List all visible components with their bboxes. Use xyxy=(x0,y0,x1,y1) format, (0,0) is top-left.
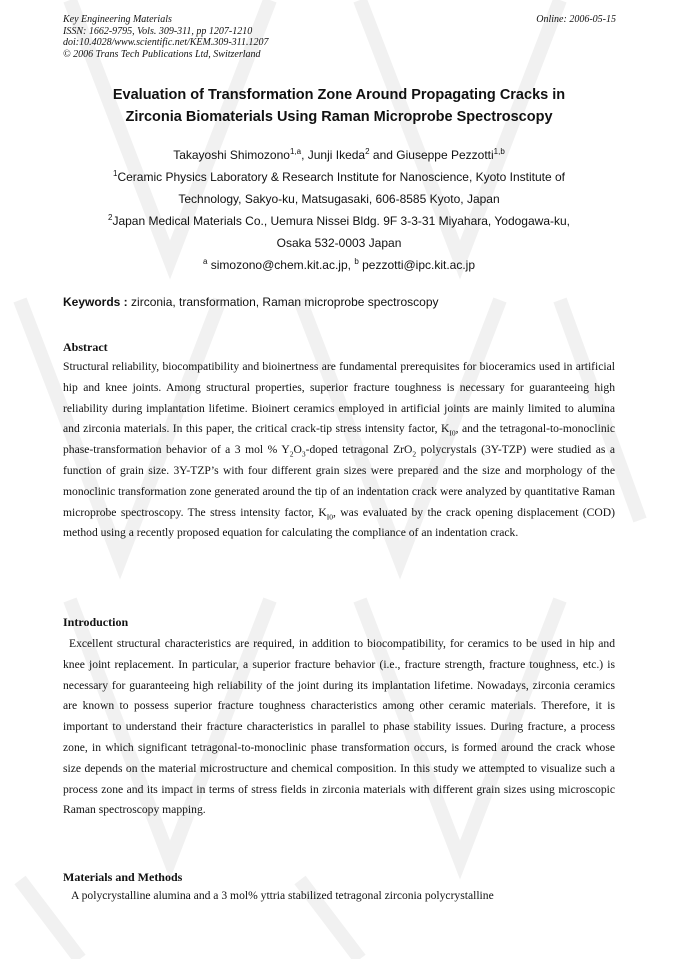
paper-title xyxy=(40,84,638,128)
author-line xyxy=(40,144,638,166)
affiliation-2-text: Japan Medical Materials Co., Uemura Nissei Bldg. 9F 3-3-31 Miyahara, Yodogawa-ku, xyxy=(112,214,570,228)
affiliation-1-text: Ceramic Physics Laboratory & Research Institute for Nanoscience, Kyoto Institute of xyxy=(117,170,565,184)
email-sep: , xyxy=(347,258,355,272)
affiliation-2-line-2: Osaka 532-0003 Japan xyxy=(276,236,402,250)
abstract-part: Structural reliability, biocompatibility and bioinertness are fundamental prerequisites for bioceramics used in artificial hip and knee joints. Among structural properties, superior fracture toughness is necessary for guaranteeing high reliability during implantation lifetime. Bioinert ceramics employed in artificial joints are mainly limited to alumina and zirconia materials. In this paper, the critical crack-tip stress intensity factor, K xyxy=(63,360,615,436)
methods-text: A polycrystalline alumina and a 3 mol% yttria stabilized tetragonal zirconia polycrystalline xyxy=(71,889,494,902)
email-b-sup: b xyxy=(354,257,359,266)
affiliation-1-line-2: Technology, Sakyo-ku, Matsugasaki, 606-8585 Kyoto, Japan xyxy=(178,192,500,206)
journal-header xyxy=(63,14,616,60)
email-a: simozono@chem.kit.ac.jp xyxy=(210,258,348,272)
email-a-sup: a xyxy=(202,257,208,266)
keywords-label: Keywords : xyxy=(63,295,128,309)
author-sep-2: and xyxy=(369,148,397,162)
author-1-sup: 1,a xyxy=(289,147,302,156)
author-3: Giuseppe Pezzotti xyxy=(396,148,494,162)
subscript: 3 xyxy=(301,449,306,459)
subscript: 2 xyxy=(412,449,417,459)
affiliation-2-line-1 xyxy=(40,210,638,232)
author-1: Takayoshi Shimozono xyxy=(173,148,290,162)
abstract-part: , was evaluated by the crack opening displacement (COD) method using a recently proposed equation for calculating the compliance of an indentation crack. xyxy=(63,505,615,540)
subscript: I0 xyxy=(449,428,456,438)
affiliation-1-sup: 1 xyxy=(113,169,118,178)
online-date: Online: 2006-05-15 xyxy=(536,14,616,25)
abstract-part: polycrystals (3Y-TZP) were studied as a function of grain size. 3Y-TZP’s with four different grain sizes were prepared and the size and morphology of the monoclinic transformation zone generated around the tip of an indentation crack were analyzed by quantitative Raman microprobe spectroscopy. The stress intensity factor, K xyxy=(63,443,615,519)
title-line-1: Evaluation of Transformation Zone Around Propagating Cracks in xyxy=(112,87,566,103)
abstract-part: , and the tetragonal-to-monoclinic phase-transformation behavior of a 3 mol % Y xyxy=(63,422,615,457)
abstract-text xyxy=(63,357,615,544)
affiliation-2-sup: 2 xyxy=(107,213,113,222)
introduction-heading: Introduction xyxy=(63,615,129,629)
introduction-text: Excellent structural characteristics are required, in addition to biocompatibility, for ceramics to be used in hip and knee joint replacement. In particular, a superior fracture behavior (i.e., fracture strength, fracture toughness, etc.) is necessary for guaranteeing high reliability of the joint during its implantation lifetime. Nowadays, zirconia ceramics are known to possess superior fracture toughness characteristics among other ceramic materials. Therefore, it is important to understand their fracture characteristics in parallel to phase stability issues. During fracture, a process zone, in which significant tetragonal-to-monoclinic phase transformation occurs, is formed around the crack whose size depends on the material microstructure and chemical composition. In this study we attempted to visualize such a process zone and its impact in terms of stress fields in zirconia materials with different grain sizes using microscopic Raman spectroscopy mapping. xyxy=(63,637,615,817)
subscript: 2 xyxy=(289,449,294,459)
email-b: pezzotti@ipc.kit.ac.jp xyxy=(362,258,476,272)
keywords-text: zirconia, transformation, Raman microprobe spectroscopy xyxy=(131,295,439,309)
affiliation-1-line-1 xyxy=(40,166,638,188)
abstract-part: -doped tetragonal ZrO xyxy=(305,443,413,457)
author-sep-1: , xyxy=(301,148,308,162)
journal-name: Key Engineering Materials xyxy=(63,14,172,25)
author-2: Junji Ikeda xyxy=(307,148,366,162)
email-line xyxy=(40,254,638,276)
copyright-line: © 2006 Trans Tech Publications Ltd, Switzerland xyxy=(63,48,261,60)
subscript: I0 xyxy=(326,511,334,521)
keywords-line xyxy=(63,295,616,309)
doi-line: doi:10.4028/www.scientific.net/KEM.309-311.1207 xyxy=(63,37,269,48)
abstract-heading: Abstract xyxy=(63,340,108,354)
methods-heading: Materials and Methods xyxy=(63,870,183,884)
abstract-part: O xyxy=(293,443,302,457)
title-line-2: Zirconia Biomaterials Using Raman Microprobe Spectroscopy xyxy=(125,109,553,125)
author-2-sup: 2 xyxy=(365,147,370,156)
author-3-sup: 1,b xyxy=(493,147,505,156)
issn-line: ISSN: 1662-9795, Vols. 309-311, pp 1207-1210 xyxy=(63,25,253,37)
author-block xyxy=(40,144,638,276)
